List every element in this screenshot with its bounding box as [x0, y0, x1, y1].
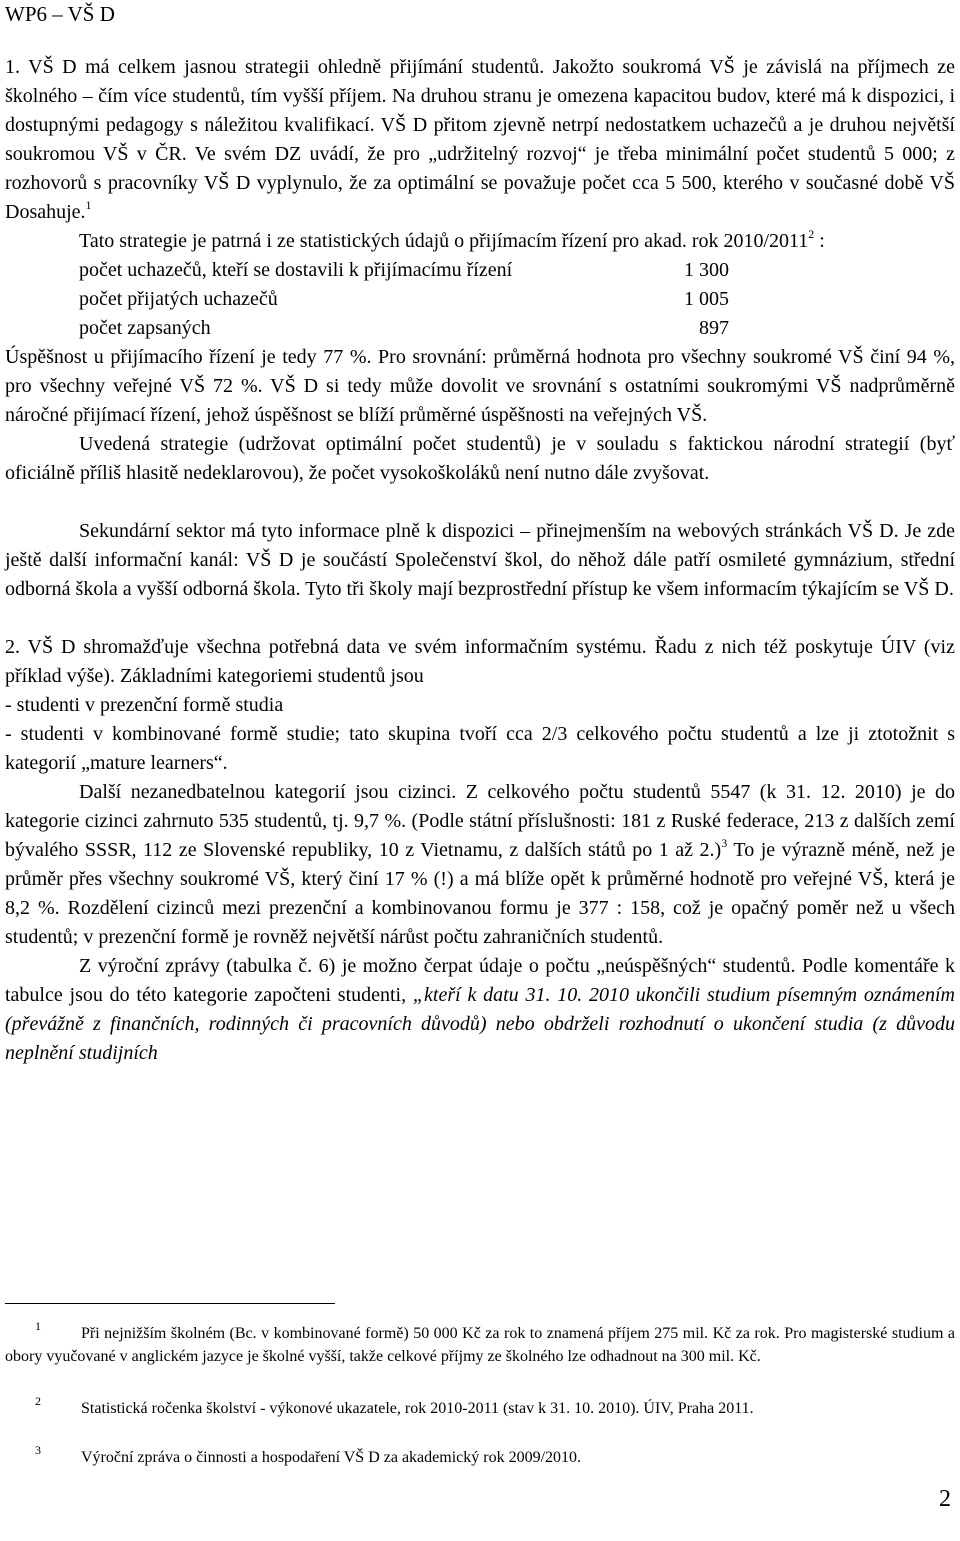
paragraph-text: Další nezanedbatelnou kategorií jsou cizinci. Z celkového počtu studentů 5547 (k 31. 12. 2010) je do kategorie cizinci zahrnuto 535 studentů, tj. 9,7 %. (Podle státní příslušnosti: 181 z Ruské federace, 213 z dalších zemí bývalého SSSR, 112 ze Slovenské republiky, 10 z Vietnamu, z dalších států po 1 až 2.) [5, 781, 955, 861]
paragraph-unsuccessful [5, 952, 955, 1068]
stats-label: počet přijatých uchazečů [79, 288, 278, 310]
paragraph-statistics-intro [5, 227, 955, 256]
paragraph-data-collection: 2. VŠ D shromažďuje všechna potřebná data ve svém informačním systému. Řadu z nich též poskytuje ÚIV (viz příklad výše). Základními kategoriemi studentů jsou [5, 636, 955, 687]
paragraph-text: Z výroční zprávy (tabulka č. 6) je možno čerpat údaje o počtu „neúspěšných“ studentů. Podle komentáře k tabulce jsou do této kategorie započteni studenti, [5, 955, 955, 1006]
footnote-separator [5, 1303, 335, 1304]
stats-label: počet uchazečů, kteří se dostavili k přijímacímu řízení [79, 259, 513, 281]
paragraph-success-rate: Úspěšnost u přijímacího řízení je tedy 77 %. Pro srovnání: průměrná hodnota pro všechny soukromé VŠ činí 94 %, pro všechny veřejné VŠ 72 %. VŠ D si tedy může dovolit ve srovnání s ostatními soukromými VŠ nadprůměrně náročné přijímací řízení, jehož úspěšnost se blíží průměrné úspěšnosti na veřejných VŠ. [5, 346, 955, 426]
list-item-fulltime: - studenti v prezenční formě studia [5, 694, 284, 716]
footnote-3 [5, 1443, 955, 1469]
footnote-ref-3[interactable]: 3 [721, 836, 728, 850]
footnote-ref-2[interactable]: 2 [808, 227, 815, 241]
paragraph-text-tail: : [814, 230, 825, 252]
list-item-combined: - studenti v kombinované formě studie; tato skupina tvoří cca 2/3 celkového počtu studentů a lze ji ztotožnit s kategorií „mature learners“. [5, 723, 955, 774]
footnote-number: 1 [35, 1319, 41, 1333]
stats-value: 1 005 [684, 288, 729, 310]
page-header-title: WP6 – VŠ D [5, 2, 115, 26]
stats-value: 897 [699, 317, 729, 339]
document-body [5, 53, 955, 1068]
footnote-number: 2 [35, 1394, 41, 1408]
footnote-ref-1[interactable]: 1 [85, 198, 92, 212]
stats-label: počet zapsaných [79, 317, 211, 339]
footnote-text: Při nejnižším školném (Bc. v kombinované formě) 50 000 Kč za rok to znamená příjem 275 mil. Kč za rok. Pro magisterské studium a obory vyučované v anglickém jazyce je školné vyšší, takže celkové příjmy ze školného lze odhadnout na 300 mil. Kč. [5, 1325, 955, 1365]
footnote-text: Výroční zpráva o činnosti a hospodaření VŠ D za akademický rok 2009/2010. [81, 1449, 582, 1466]
stats-value: 1 300 [684, 259, 729, 281]
page-number: 2 [939, 1486, 951, 1512]
paragraph-national-strategy: Uvedená strategie (udržovat optimální počet studentů) je v souladu s faktickou národní strategií (byť oficiálně příliš hlasitě nedeklarovou), že počet vysokoškoláků není nutno dále zvyšovat. [5, 433, 955, 484]
paragraph-strategy [5, 53, 955, 227]
footnote-2 [5, 1394, 955, 1420]
footnote-text: Statistická ročenka školství - výkonové ukazatele, rok 2010-2011 (stav k 31. 10. 2010). ÚIV, Praha 2011. [81, 1400, 754, 1417]
stats-row [5, 256, 955, 285]
paragraph-text: Tato strategie je patrná i ze statistických údajů o přijímacím řízení pro akad. rok 2010/2011 [79, 230, 809, 252]
admission-stats [5, 256, 955, 343]
paragraph-gap [5, 604, 955, 633]
paragraph-secondary-sector: Sekundární sektor má tyto informace plně k dispozici – přinejmenším na webových stránkách VŠ D. Je zde ještě další informační kanál: VŠ D je součástí Společenství škol, do něhož dále patří osmileté gymnázium, střední odborná škola a vyšší odborná škola. Tyto tři školy mají bezprostřední přístup ke všem informacím týkajícím se VŠ D. [5, 520, 955, 600]
stats-row [5, 314, 955, 343]
quoted-italic-text: „kteří k datu 31. 10. 2010 ukončili studium písemným oznámením (převážně z finančních, rodinných či pracovních důvodů) nebo obdrželi rozhodnutí o ukončení studia (z důvodu neplnění studijních [5, 984, 955, 1064]
footnote-1 [5, 1319, 955, 1368]
footnote-number: 3 [35, 1443, 41, 1457]
paragraph-text-tail: To je výrazně méně, než je průměr přes všechny soukromé VŠ, který činí 17 % (!) a má blíže opět k průměrné hodnotě pro veřejné VŠ, která je 8,2 %. Rozdělení cizinců mezi prezenční a kombinovanou formu je 377 : 158, což je opačný poměr než u všech studentů; v prezenční formě je rovněž největší nárůst počtu zahraničních studentů. [5, 839, 956, 948]
paragraph-text: 1. VŠ D má celkem jasnou strategii ohledně přijímání studentů. Jakožto soukromá VŠ je závislá na příjmech ze školného – čím více studentů, tím vyšší příjem. Na druhou stranu je omezena kapacitou budov, které má k dispozici, i dostupnými pedagogy s náležitou kvalifikací. VŠ D přitom zjevně netrpí nedostatkem uchazečů a je druhou největší soukromou VŠ v ČR. Ve svém DZ uvádí, že pro „udržitelný rozvoj“ je třeba minimální počet studentů 5 000; z rozhovorů s pracovníky VŠ D vyplynulo, že za optimální se považuje počet cca 5 500, kterého v současné době VŠ Dosahuje. [5, 56, 955, 223]
stats-row [5, 285, 955, 314]
paragraph-foreigners [5, 778, 955, 952]
paragraph-gap [5, 488, 955, 517]
